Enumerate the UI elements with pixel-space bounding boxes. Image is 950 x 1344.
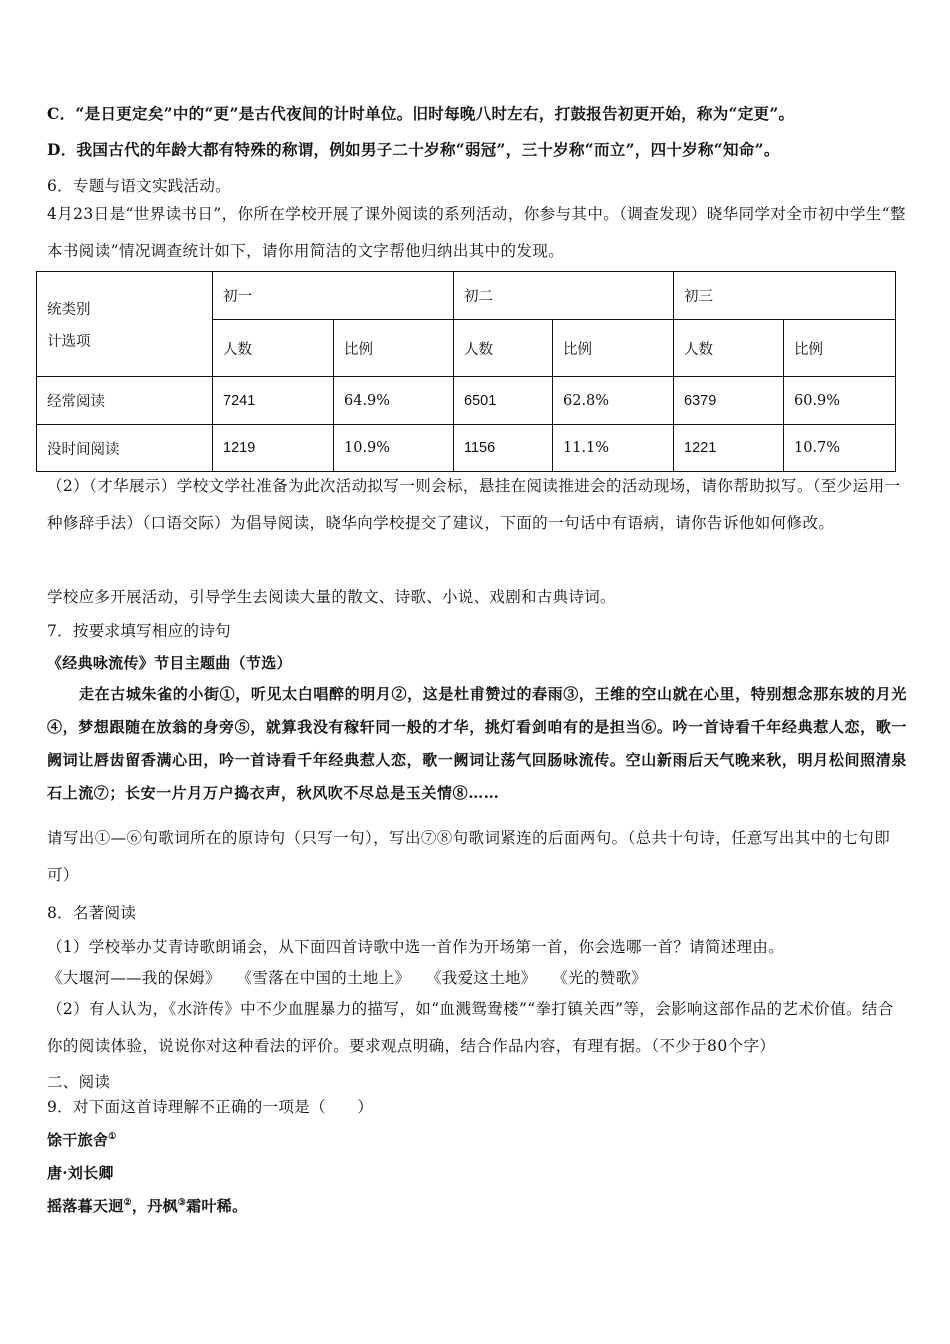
q9-heading: 9．对下面这首诗理解不正确的一项是（ ）: [47, 1098, 374, 1116]
cell-value: 10.9%: [334, 425, 454, 472]
grade-header: 初二: [454, 272, 674, 320]
cell-value: 64.9%: [334, 377, 454, 425]
footnote-mark: ②: [123, 1198, 132, 1208]
footnote-mark: ①: [108, 1132, 117, 1142]
poem-title: 《我爱这土地》: [426, 969, 537, 987]
sub-header-ratio: 比例: [334, 320, 454, 377]
grade-header: 初一: [213, 272, 454, 320]
q8-part2: （2）有人认为，《水浒传》中不少血腥暴力的描写，如“血溅鸳鸯楼”“拳打镇关西”等，会影响这部作品的艺术价值。结合你的阅读体验，说说你对这种看法的评价。要求观点明确，结合作品内容，有理有据。（不少于80个字）: [47, 1000, 894, 1055]
sub-header-count: 人数: [454, 320, 553, 377]
option-d: D．我国古代的年龄大都有特殊的称谓，例如男子二十岁称“弱冠”，三十岁称“而立”，四十岁称“知命”。: [47, 140, 780, 159]
poem-line-part: 摇落暮天迥: [47, 1197, 124, 1215]
poem-line-part: 霜叶稀。: [186, 1197, 248, 1215]
poem-line: [47, 1195, 247, 1216]
poem-line-part: ，丹枫: [131, 1197, 178, 1215]
poem-title: 《大堰河——我的保姆》: [47, 969, 221, 987]
poem-title-text: 馀干旅舍: [47, 1131, 109, 1149]
q6-heading: 6．专题与语文实践活动。: [47, 177, 231, 195]
option-c: C．“是日更定矣”中的“更”是古代夜间的计时单位。旧时每晚八时左右，打鼓报告初更开始，称为“定更”。: [47, 104, 795, 123]
q6-part2: （2）（才华展示）学校文学社准备为此次活动拟写一则会标，悬挂在阅读推进会的活动现场，请你帮助拟写。（至少运用一种修辞手法）（口语交际）为倡导阅读，晓华向学校提交了建议，下面的一句话中有语病，请你告诉他如何修改。: [47, 477, 901, 532]
cell-value: 6379: [674, 377, 784, 425]
q7-lyrics: 走在古城朱雀的小街①，听见太白唱醉的明月②，这是杜甫赞过的春雨③，王维的空山就在心里，特别想念那东坡的月光④，梦想跟随在放翁的身旁⑤，就算我没有稼轩同一般的才华，挑灯看剑咱有的是担当⑥。吟一首诗看千年经典惹人恋，歌一阙词让唇齿留香满心田，吟一首诗看千年经典惹人恋，歌一阙词让荡气回肠咏流传。空山新雨后天气晚来秋，明月松间照清泉石上流⑦；长安一片月万户捣衣声，秋风吹不尽总是玉关情⑧……: [47, 685, 907, 802]
sub-header-count: 人数: [213, 320, 334, 377]
table-row: [37, 377, 896, 425]
sub-header-ratio: 比例: [784, 320, 896, 377]
q7-heading: 7．按要求填写相应的诗句: [47, 622, 231, 640]
corner-top-label: 统类别: [47, 302, 91, 318]
q8-part1: （1）学校举办艾青诗歌朗诵会，从下面四首诗歌中选一首作为开场第一首，你会选哪一首？请简述理由。: [47, 938, 784, 956]
cell-value: 6501: [454, 377, 553, 425]
q8-poem-list: [47, 966, 647, 988]
poem-title: 《光的赞歌》: [552, 969, 648, 987]
q7-title: 《经典咏流传》节目主题曲（节选）: [47, 654, 292, 672]
survey-table: [36, 271, 896, 472]
cell-value: 1221: [674, 425, 784, 472]
sub-header-ratio: 比例: [553, 320, 674, 377]
grade-header: 初三: [674, 272, 896, 320]
sub-header-count: 人数: [674, 320, 784, 377]
cell-value: 60.9%: [784, 377, 896, 425]
poem-title: 《雪落在中国的土地上》: [236, 969, 411, 987]
q6-intro: 4月23日是“世界读书日”，你所在学校开展了课外阅读的系列活动，你参与其中。（调查发现）晓华同学对全市初中学生“整本书阅读”情况调查统计如下，请你用简洁的文字帮他归纳出其中的发现。: [47, 205, 906, 260]
poem-title: [47, 1129, 117, 1150]
cell-value: 10.7%: [784, 425, 896, 472]
cell-value: 1219: [213, 425, 334, 472]
poem-author: 唐·刘长卿: [47, 1164, 114, 1182]
table-corner-cell: [37, 272, 213, 377]
cell-value: 62.8%: [553, 377, 674, 425]
row-label: 经常阅读: [37, 377, 213, 425]
cell-value: 11.1%: [553, 425, 674, 472]
cell-value: 7241: [213, 377, 334, 425]
cell-value: 1156: [454, 425, 553, 472]
table-row: [37, 425, 896, 472]
row-label: 没时间阅读: [37, 425, 213, 472]
footnote-mark: ③: [177, 1198, 187, 1208]
section-heading: 二、阅读: [47, 1073, 111, 1091]
q8-heading: 8．名著阅读: [47, 904, 137, 922]
q6-sentence: 学校应多开展活动，引导学生去阅读大量的散文、诗歌、小说、戏剧和古典诗词。: [47, 588, 616, 606]
q7-instruction: 请写出①—⑥句歌词所在的原诗句（只写一句），写出⑦⑧句歌词紧连的后面两句。（总共十句诗，任意写出其中的七句即可）: [47, 829, 891, 884]
corner-bottom-label: 计选项: [47, 334, 91, 350]
